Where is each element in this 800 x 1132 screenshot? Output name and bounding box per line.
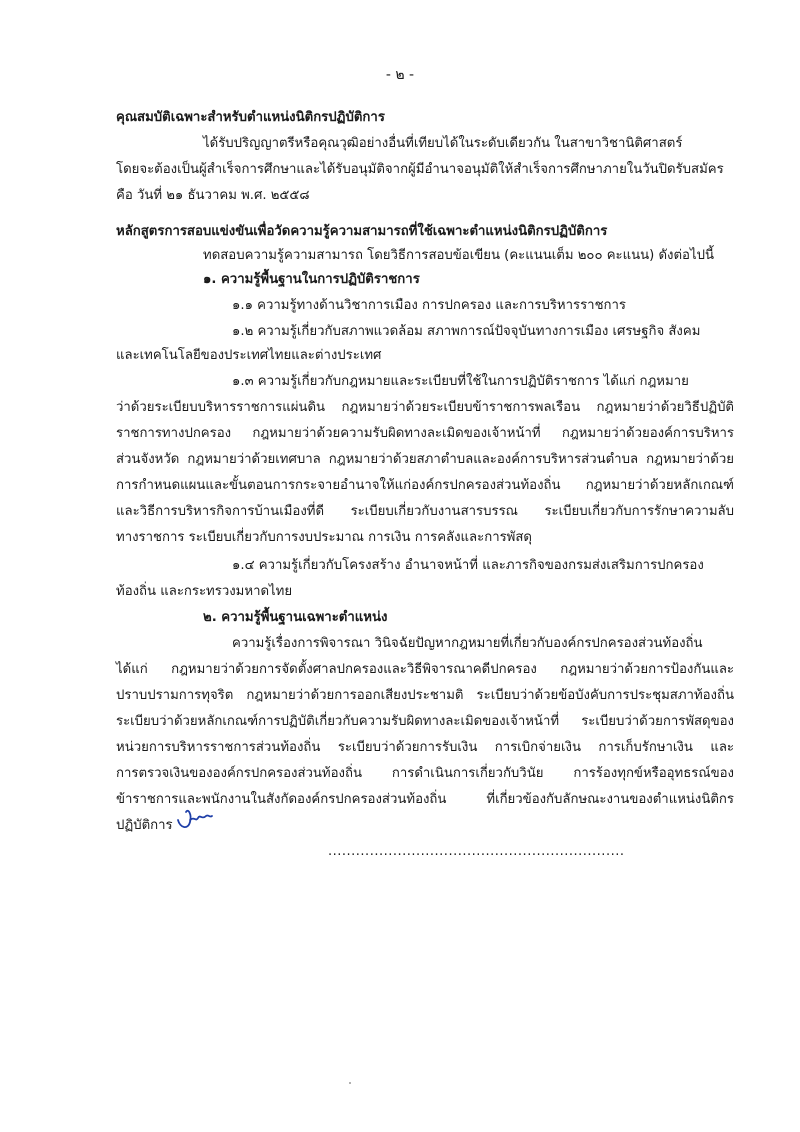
part2-line-1: ความรู้เรื่องการพิจารณา วินิจฉัยปัญหากฎหมายที่เกี่ยวกับองค์กรปกครองส่วนท้องถิ่น <box>232 636 703 651</box>
qualification-line-3: คือ วันที่ ๒๑ ธันวาคม พ.ศ. ๒๕๕๘ <box>116 188 310 203</box>
curriculum-heading: หลักสูตรการสอบแข่งขันเพื่อวัดความรู้ความสามารถที่ใช้เฉพาะตำแหน่งนิติกรปฏิบัติการ <box>116 224 608 239</box>
item-1-2-line-2: และเทคโนโลยีของประเทศไทยและต่างประเทศ <box>116 348 382 363</box>
part1-heading: ๑. ความรู้พื้นฐานในการปฏิบัติราชการ <box>203 272 420 287</box>
qualification-heading: คุณสมบัติเฉพาะสำหรับตำแหน่งนิติกรปฏิบัติการ <box>116 110 385 125</box>
item-1-4-line-1: ๑.๔ ความรู้เกี่ยวกับโครงสร้าง อำนาจหน้าที่ และภารกิจของกรมส่งเสริมการปกครอง <box>232 558 704 573</box>
item-1-3-line-3: ราชการทางปกครอง กฎหมายว่าด้วยความรับผิดทางละเมิดของเจ้าหน้าที่ กฎหมายว่าด้วยองค์การบริหาร <box>116 426 734 441</box>
part2-line-3: ปราบปรามการทุจริต กฎหมายว่าด้วยการออกเสียงประชามติ ระเบียบว่าด้วยข้อบังคับการประชุมสภาท้องถิ่น <box>116 688 734 703</box>
item-1-3-line-2: ว่าด้วยระเบียบบริหารราชการแผ่นดิน กฎหมายว่าด้วยระเบียบข้าราชการพลเรือน กฎหมายว่าด้วยวิธีปฏิบัติ <box>116 400 734 415</box>
item-1-3-line-6: และวิธีการบริหารกิจการบ้านเมืองที่ดี ระเบียบเกี่ยวกับงานสารบรรณ ระเบียบเกี่ยวกับการรักษาความลับ <box>116 504 734 519</box>
curriculum-intro: ทดสอบความรู้ความสามารถ โดยวิธีการสอบข้อเขียน (คะแนนเต็ม ๒๐๐ คะแนน) ดังต่อไปนี้ <box>203 248 714 263</box>
end-of-document-dots: ................................................................ <box>328 844 625 859</box>
part2-line-5: หน่วยการบริหารราชการส่วนท้องถิ่น ระเบียบว่าด้วยการรับเงิน การเบิกจ่ายเงิน การเก็บรักษาเงิน และ <box>116 740 734 755</box>
scan-speck <box>349 1082 351 1084</box>
part2-line-6: การตรวจเงินขององค์กรปกครองส่วนท้องถิ่น การดำเนินการเกี่ยวกับวินัย การร้องทุกข์หรืออุทธรณ์ของ <box>116 766 734 781</box>
item-1-3-line-5: การกำหนดแผนและขั้นตอนการกระจายอำนาจให้แก่องค์กรปกครองส่วนท้องถิ่น กฎหมายว่าด้วยหลักเกณฑ์ <box>116 478 734 493</box>
part2-line-7: ข้าราชการและพนักงานในสังกัดองค์กรปกครองส่วนท้องถิ่น ที่เกี่ยวข้องกับลักษณะงานของตำแหน่งนิติกร <box>116 792 734 807</box>
item-1-2-line-1: ๑.๒ ความรู้เกี่ยวกับสภาพแวดล้อม สภาพการณ์ปัจจุบันทางการเมือง เศรษฐกิจ สังคม <box>232 324 701 339</box>
item-1-4-line-2: ท้องถิ่น และกระทรวงมหาดไทย <box>116 584 293 599</box>
item-1-3-line-1: ๑.๓ ความรู้เกี่ยวกับกฎหมายและระเบียบที่ใช้ในการปฏิบัติราชการ ได้แก่ กฎหมาย <box>232 374 689 389</box>
part2-line-4: ระเบียบว่าด้วยหลักเกณฑ์การปฏิบัติเกี่ยวกับความรับผิดทางละเมิดของเจ้าหน้าที่ ระเบียบว่าด้วยการพัสดุของ <box>116 714 734 729</box>
part2-line-2: ได้แก่ กฎหมายว่าด้วยการจัดตั้งศาลปกครองและวิธีพิจารณาคดีปกครอง กฎหมายว่าด้วยการป้องกันและ <box>116 662 734 677</box>
page-number: - ๒ - <box>385 67 415 83</box>
initials-signature-icon <box>174 802 214 832</box>
item-1-3-line-4: ส่วนจังหวัด กฎหมายว่าด้วยเทศบาล กฎหมายว่าด้วยสภาตำบลและองค์การบริหารส่วนตำบล กฎหมายว่าด้วย <box>116 452 734 467</box>
item-1-3-line-7: ทางราชการ ระเบียบเกี่ยวกับการงบประมาณ การเงิน การคลังและการพัสดุ <box>116 530 532 545</box>
qualification-line-2: โดยจะต้องเป็นผู้สำเร็จการศึกษาและได้รับอนุมัติจากผู้มีอำนาจอนุมัติให้สำเร็จการศึกษาภายในวันปิดรับสมัคร <box>116 162 724 177</box>
qualification-line-1: ได้รับปริญญาตรีหรือคุณวุฒิอย่างอื่นที่เทียบได้ในระดับเดียวกัน ในสาขาวิชานิติศาสตร์ <box>203 136 683 151</box>
part2-heading: ๒. ความรู้พื้นฐานเฉพาะตำแหน่ง <box>203 610 388 625</box>
part2-line-8: ปฏิบัติการ <box>116 818 173 833</box>
item-1-1: ๑.๑ ความรู้ทางด้านวิชาการเมือง การปกครอง และการบริหารราชการ <box>232 298 627 313</box>
